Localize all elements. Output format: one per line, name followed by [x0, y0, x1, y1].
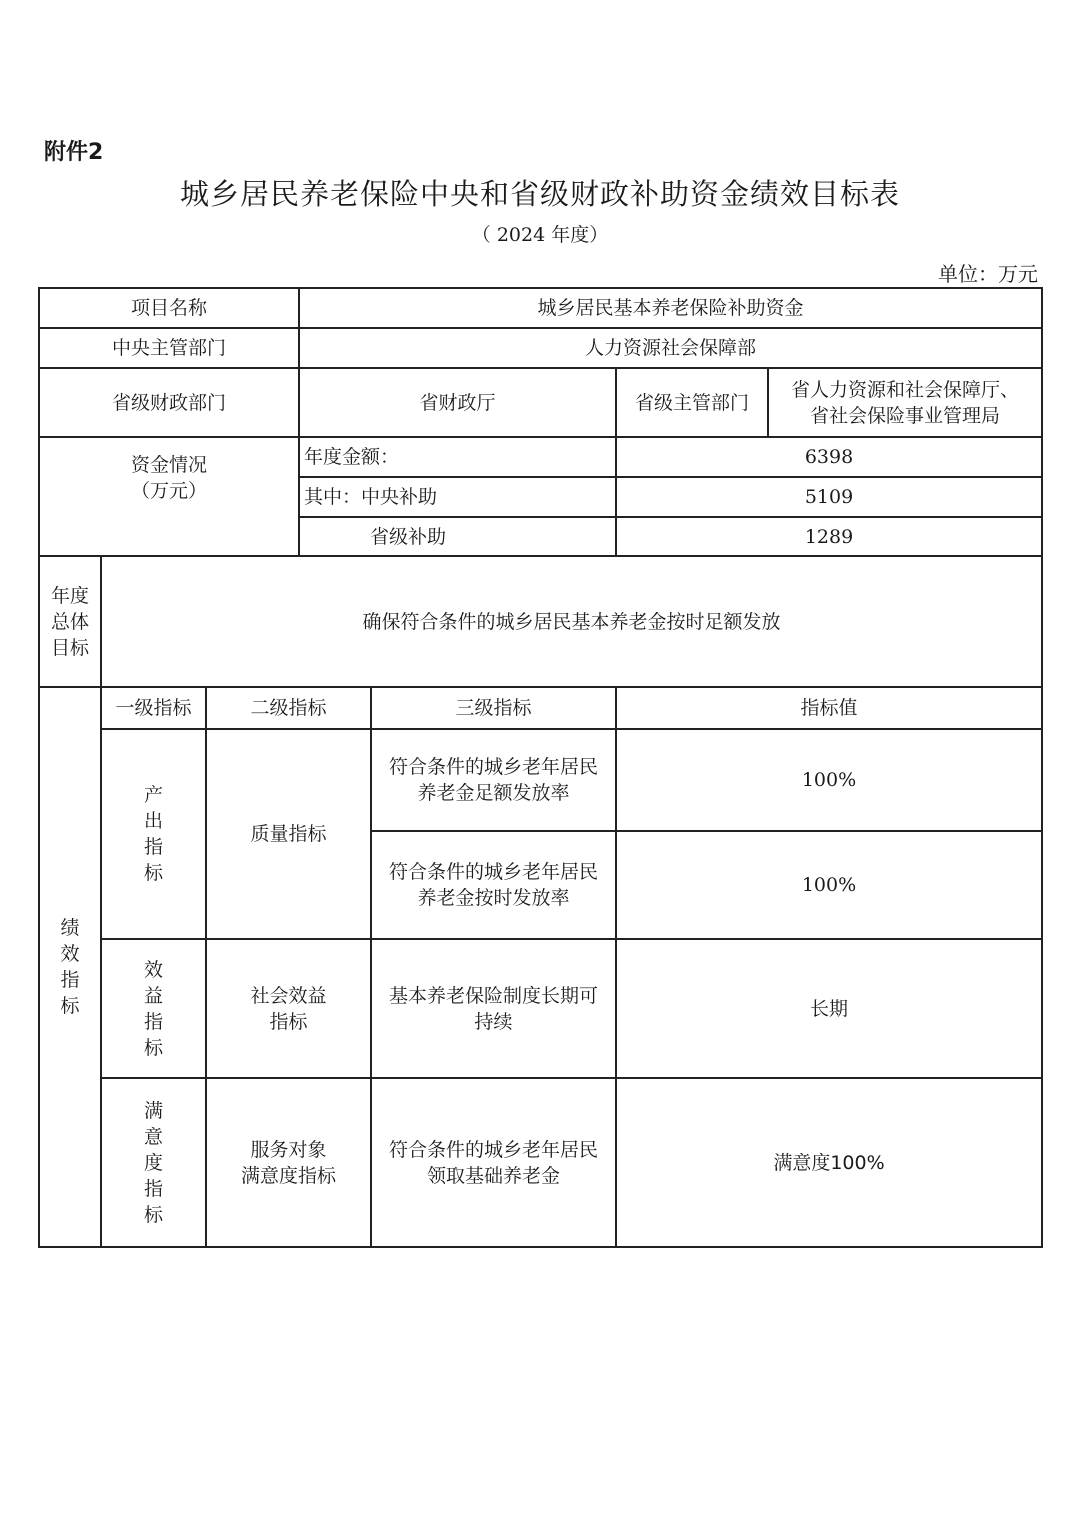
- satisfaction-char: 满: [143, 1099, 163, 1122]
- col-header-level1: 一级指标: [101, 687, 206, 729]
- social-benefit-label: [206, 939, 371, 1078]
- quality-indicator-label: 质量指标: [206, 729, 371, 939]
- annual-goal-label: [39, 556, 101, 687]
- central-dept-value: 人力资源社会保障部: [299, 328, 1042, 368]
- annual-goal-label-line2: 总体: [50, 610, 89, 633]
- table-row: [39, 729, 1042, 831]
- output-char: 标: [143, 862, 163, 884]
- benefit-char: 标: [143, 1036, 163, 1059]
- r1-indicator-line2: 养老金足额发放率: [417, 782, 570, 804]
- central-dept-label: 中央主管部门: [39, 328, 299, 368]
- performance-indicators-label: [39, 687, 101, 1247]
- satisfaction-char: 指: [143, 1177, 163, 1200]
- page-title: 城乡居民养老保险中央和省级财政补助资金绩效目标表: [179, 177, 900, 211]
- r3-indicator-line1: 基本养老保险制度长期可: [388, 984, 598, 1007]
- table-row: [39, 368, 1042, 437]
- col-header-level3: 三级指标: [371, 687, 616, 729]
- annual-goal-value: 确保符合条件的城乡居民基本养老金按时足额发放: [101, 556, 1042, 687]
- table-row: [39, 328, 1042, 368]
- prov-finance-label: 省级财政部门: [39, 368, 299, 437]
- prov-subsidy-label: 省级补助: [299, 517, 616, 556]
- output-char: 指: [143, 836, 163, 858]
- prov-subsidy-value: 1289: [616, 517, 1042, 556]
- satisfaction-char: 度: [143, 1151, 163, 1174]
- perf-char: 指: [60, 969, 80, 991]
- project-name-value: 城乡居民基本养老保险补助资金: [299, 288, 1042, 328]
- performance-target-table: [38, 287, 1043, 1248]
- unit-label: 单位：万元: [938, 262, 1038, 286]
- table-row: [39, 288, 1042, 328]
- prov-finance-value: 省财政厅: [299, 368, 616, 437]
- r3-indicator-line2: 持续: [474, 1010, 513, 1033]
- social-benefit-label-line2: 指标: [269, 1010, 308, 1033]
- satisfaction-char: 标: [143, 1203, 163, 1226]
- social-benefit-label-line1: 社会效益: [250, 984, 327, 1007]
- year-subtitle: （ 2024 年度）: [471, 224, 609, 246]
- project-name-label: 项目名称: [39, 288, 299, 328]
- r2-indicator: [371, 831, 616, 939]
- table-row: [39, 556, 1042, 687]
- service-satisfaction-label-line2: 满意度指标: [240, 1164, 336, 1187]
- r2-indicator-line2: 养老金按时发放率: [417, 887, 570, 909]
- r4-indicator-line2: 领取基础养老金: [426, 1164, 560, 1187]
- table-row: [39, 437, 1042, 477]
- r4-indicator-line1: 符合条件的城乡老年居民: [388, 1138, 598, 1161]
- output-char: 产: [143, 784, 163, 806]
- annual-goal-label-line3: 目标: [50, 636, 89, 659]
- perf-char: 绩: [60, 917, 80, 939]
- benefit-indicator-label: [101, 939, 206, 1078]
- benefit-char: 效: [143, 958, 163, 981]
- col-header-value: 指标值: [616, 687, 1042, 729]
- output-indicator-label: [101, 729, 206, 939]
- output-char: 出: [143, 810, 163, 832]
- service-satisfaction-label-line1: 服务对象: [250, 1138, 327, 1161]
- table-row: [39, 939, 1042, 1078]
- r2-value: 100%: [616, 831, 1042, 939]
- satisfaction-indicator-label: [101, 1078, 206, 1247]
- r1-indicator-line1: 符合条件的城乡老年居民: [388, 756, 598, 778]
- r4-value: 满意度100%: [616, 1078, 1042, 1247]
- satisfaction-char: 意: [143, 1125, 163, 1148]
- r2-indicator-line1: 符合条件的城乡老年居民: [388, 861, 598, 883]
- r1-indicator: [371, 729, 616, 831]
- prov-dept-label: 省级主管部门: [616, 368, 768, 437]
- prov-dept-value-line2: 省社会保险事业管理局: [810, 404, 1001, 427]
- r3-value: 长期: [616, 939, 1042, 1078]
- annual-amount-label: 年度金额：: [299, 437, 616, 477]
- table-row: [39, 1078, 1042, 1247]
- funds-label-line2: （万元）: [130, 480, 207, 502]
- annual-amount-value: 6398: [616, 437, 1042, 477]
- r1-value: 100%: [616, 729, 1042, 831]
- perf-char: 标: [60, 995, 80, 1017]
- attachment-label: 附件2: [44, 140, 104, 165]
- col-header-level2: 二级指标: [206, 687, 371, 729]
- prov-dept-value-line1: 省人力资源和社会保障厅、: [791, 378, 1020, 401]
- r3-indicator: [371, 939, 616, 1078]
- perf-char: 效: [60, 943, 80, 965]
- funds-label-line1: 资金情况: [130, 454, 207, 476]
- central-subsidy-value: 5109: [616, 477, 1042, 517]
- annual-goal-label-line1: 年度: [50, 584, 89, 607]
- funds-label: [39, 437, 299, 556]
- central-subsidy-label: 其中：中央补助: [299, 477, 616, 517]
- service-satisfaction-label: [206, 1078, 371, 1247]
- table-row: [39, 687, 1042, 729]
- benefit-char: 指: [143, 1010, 163, 1033]
- r4-indicator: [371, 1078, 616, 1247]
- benefit-char: 益: [143, 984, 163, 1007]
- prov-dept-value: [768, 368, 1042, 437]
